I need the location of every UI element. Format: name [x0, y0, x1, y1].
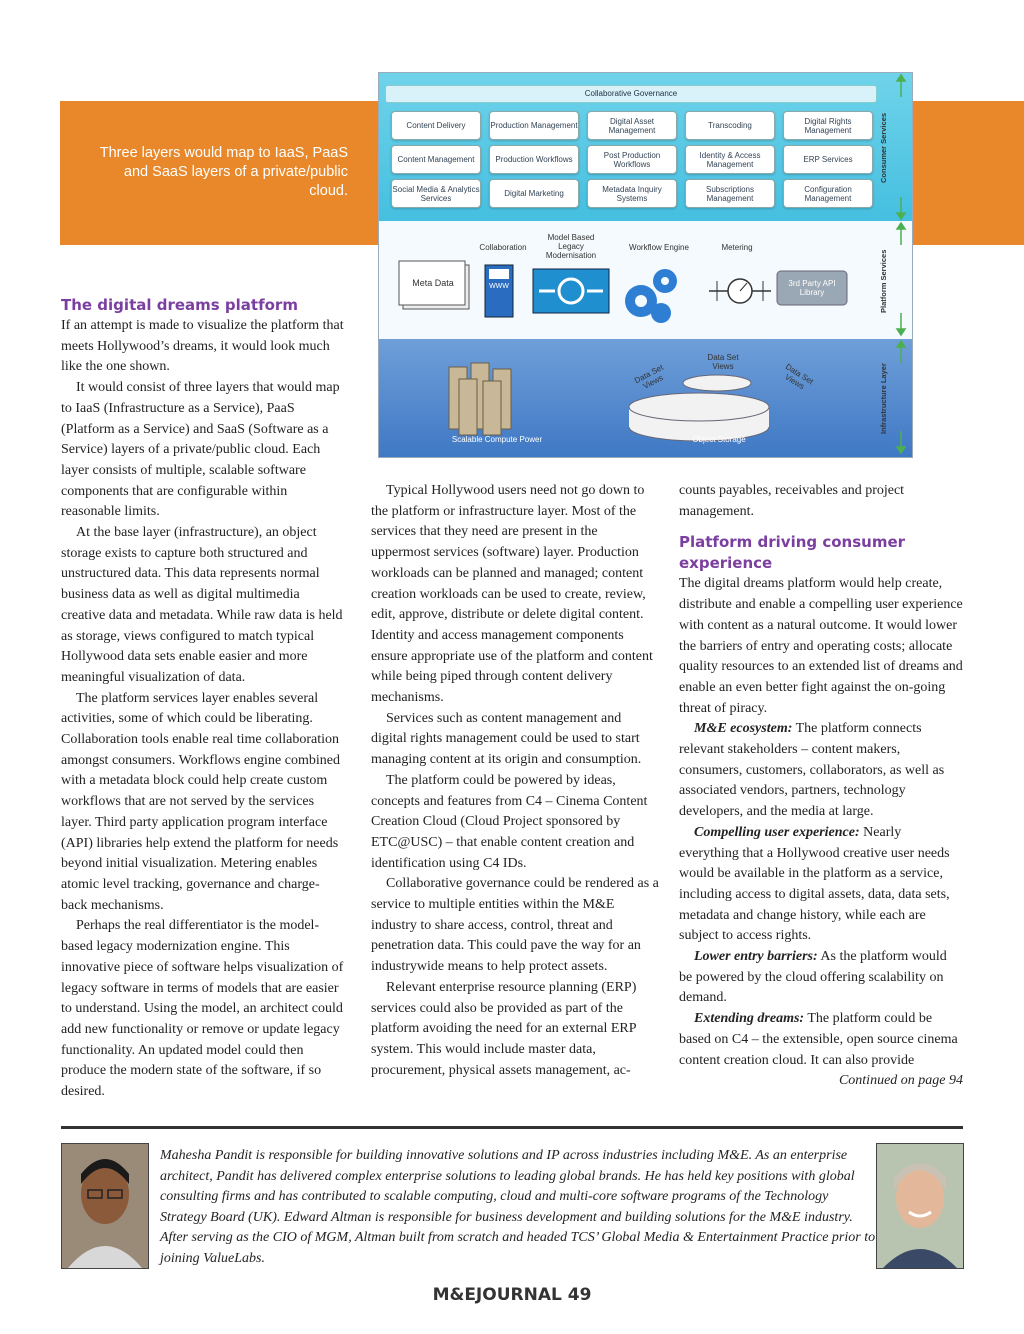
- storage-label: Object Storage: [692, 435, 746, 444]
- continued-note: Continued on page 94: [838, 1073, 963, 1089]
- paragraph: The platform services layer enables several activities, some of which could be liberating. Collaboration tools enable real time collaboration amongst consumers. Workflows engine combined with a metadata block could help create custom workflows that are not served by the services layer. Third party application program interface (API) libraries help extend the platform for needs beyond initial visualization. Metering enables atomic level tracking, governance and charge-back mechanisms.: [61, 690, 340, 913]
- model-based-label: Model Based Legacy Modernisation: [545, 233, 597, 260]
- pull-quote: Three layers would map to IaaS, PaaS and SaaS layers of a private/public cloud.: [99, 145, 348, 199]
- service-box: Social Media & Analytics Services: [391, 179, 481, 208]
- item-text: Nearly everything that a Hollywood creative user needs would be available in the platform as a service, including access to digital assets, data, data sets, metadata and change history, while each are subject to access rights.: [679, 824, 950, 944]
- service-box: Metadata Inquiry Systems: [587, 179, 677, 208]
- service-box: Post Production Workflows: [587, 145, 677, 174]
- column-1: [61, 295, 345, 1103]
- divider: [61, 1126, 963, 1129]
- workflow-engine-label: Workflow Engine: [629, 243, 689, 252]
- paragraph: If an attempt is made to visualize the platform that meets Hollywood’s dreams, it would look much like the one shown.: [61, 318, 344, 375]
- service-box: Configuration Management: [783, 179, 873, 208]
- service-box: Transcoding: [685, 111, 775, 140]
- views-mid-label: Data Set Views: [707, 353, 739, 371]
- orange-band-right: [911, 101, 1024, 245]
- metering-label: Metering: [721, 243, 753, 252]
- portrait-icon: [877, 1144, 963, 1268]
- compute-cylinders-icon: [449, 363, 511, 435]
- paragraph: Collaborative governance could be rendered as a service to multiple entities within the M&E industry to share access, control, threat and penetration data. This could pave the way for an industrywide means to help protect assets.: [371, 876, 659, 975]
- paragraph: counts payables, receivables and project management.: [679, 483, 905, 519]
- paragraph: Services such as content management and digital rights management could be used to start managing content at its origin and consumption.: [371, 710, 642, 768]
- platform-services-layer: [379, 221, 912, 339]
- paragraph: Relevant enterprise resource planning (ERP) services could also be provided as part of the platform avoiding the need for an external ERP system. This would include master data, procurement, physical assets management, ac-: [371, 979, 637, 1078]
- consumer-services-layer: [379, 73, 912, 221]
- item-lead: Extending dreams:: [694, 1011, 805, 1027]
- column-2: [371, 481, 659, 1081]
- service-box: Production Workflows: [489, 145, 579, 174]
- item-text: As the platform would be powered by the cloud offering scalability on demand.: [679, 949, 947, 1006]
- paragraph: The digital dreams platform would help create, distribute and enable a compelling user experience with content as a natural outcome. It would lower the barriers of entry and operating costs; allocate quality resources to an extended list of dreams and enable an even better fight against the on-going threat of piracy.: [679, 576, 963, 716]
- infra-layer-label: Infrastructure Layer: [879, 363, 888, 435]
- service-box: Identity & Access Management: [685, 145, 775, 174]
- collaboration-label: Collaboration: [479, 243, 527, 252]
- service-box: Content Delivery: [391, 111, 481, 140]
- platform-layer-label: Platform Services: [879, 249, 888, 313]
- service-box: ERP Services: [783, 145, 873, 174]
- service-box: Digital Asset Management: [587, 111, 677, 140]
- paragraph: The platform could be powered by ideas, concepts and features from C4 – Cinema Content Creation Cloud (Cloud Project sponsored by ETC@USC) – that enable content creation and identification using C4 IDs.: [371, 772, 648, 871]
- column-3: [679, 481, 963, 1092]
- section-heading: The digital dreams platform: [61, 296, 298, 314]
- service-box: Production Management: [489, 111, 579, 140]
- metering-icon: [709, 279, 771, 303]
- list-item: [679, 947, 963, 1009]
- views-right-label: Data Set Views: [783, 362, 815, 392]
- governance-bar: Collaborative Governance: [385, 85, 877, 103]
- list-item: [679, 1009, 963, 1071]
- item-lead: M&E ecosystem:: [694, 721, 793, 737]
- list-item: [679, 719, 963, 823]
- item-text: The platform could be based on C4 – the extensible, open source cinema content creation cloud. It can also provide: [679, 1011, 958, 1068]
- page-footer: [0, 1285, 1024, 1305]
- service-box: Content Management: [391, 145, 481, 174]
- list-item: [679, 823, 963, 947]
- page-number: 49: [567, 1285, 592, 1305]
- section-heading: Platform driving consumer experience: [679, 533, 906, 573]
- paragraph: Perhaps the real differentiator is the model-based legacy modernization engine. This innovative piece of software helps visualization of legacy software in terms of models that are easier to understand. Using the model, an architect could add new functionality or remove or update legacy functionality. An updated model could then produce the modern state of the software, if so desired.: [61, 918, 344, 1100]
- item-text: The platform connects relevant stakeholders – content makers, consumers, customers, collaborators, as well as associated vendors, partners, technology developers, and the media at large.: [679, 721, 945, 820]
- views-left-label: Data Set Views: [633, 362, 665, 391]
- www-label: WWW: [489, 283, 509, 290]
- author-photo-pandit: [61, 1143, 149, 1269]
- service-box: Digital Marketing: [489, 179, 579, 208]
- consumer-layer-label: Consumer Services: [879, 112, 888, 184]
- collaboration-icon: [485, 265, 513, 317]
- item-lead: Lower entry barriers:: [694, 949, 818, 965]
- compute-label: Scalable Compute Power: [451, 435, 543, 444]
- third-party-label: 3rd Party API Library: [788, 279, 836, 297]
- paragraph: Typical Hollywood users need not go down to the platform or infrastructure layer. Most of the services that they need are present in the uppermost services (software) layer. Production workloads can be planned and managed; content creation workloads can be used to create, review, edit, approve, distribute or delete digital content. Identity and access management components ensure appropriate use of the platform and content while being piped through content delivery mechanisms.: [371, 483, 653, 706]
- service-box: Digital Rights Management: [783, 111, 873, 140]
- platform-diagram: [378, 72, 913, 458]
- journal-name: M&EJOURNAL: [432, 1285, 562, 1305]
- infrastructure-layer: [379, 339, 912, 457]
- metadata-label: Meta Data: [412, 278, 454, 288]
- item-lead: Compelling user experience:: [694, 824, 860, 840]
- author-bio: Mahesha Pandit is responsible for building innovative solutions and IP across industries including M&E. As an enterprise architect, Pandit has delivered complex enterprise solutions to leading global brands. He has held key positions with global consulting firms and has contributed to scalable computing, cloud and multi-core software programs of the Technology Strategy Board (UK). Edward Altman is responsible for business development and building solutions for the M&E industry. After serving as the CIO of MGM, Altman built from scratch and headed TCS’ Global Media & Entertainment Practice prior to joining ValueLabs.: [160, 1148, 876, 1266]
- author-photo-altman: [876, 1143, 964, 1269]
- paragraph: It would consist of three layers that would map to IaaS (Infrastructure as a Service), PaaS (Platform as a Service) and SaaS (Software as a Service) layers of a private/public cloud. Each layer consists of multiple, scalable software components that are configurable within reasonable limits.: [61, 380, 340, 520]
- modernisation-icon: [533, 269, 609, 313]
- portrait-icon: [62, 1144, 148, 1268]
- service-box: Subscriptions Management: [685, 179, 775, 208]
- layer-arrows: [891, 73, 911, 457]
- gears-icon: [625, 269, 677, 323]
- paragraph: At the base layer (infrastructure), an object storage exists to capture both structured and unstructured data. This data represents normal business data as well as digital multimedia creative data and metadata. While raw data is held as storage, views configured to match typical Hollywood data sets enable easier and more meaningful visualization of data.: [61, 525, 343, 685]
